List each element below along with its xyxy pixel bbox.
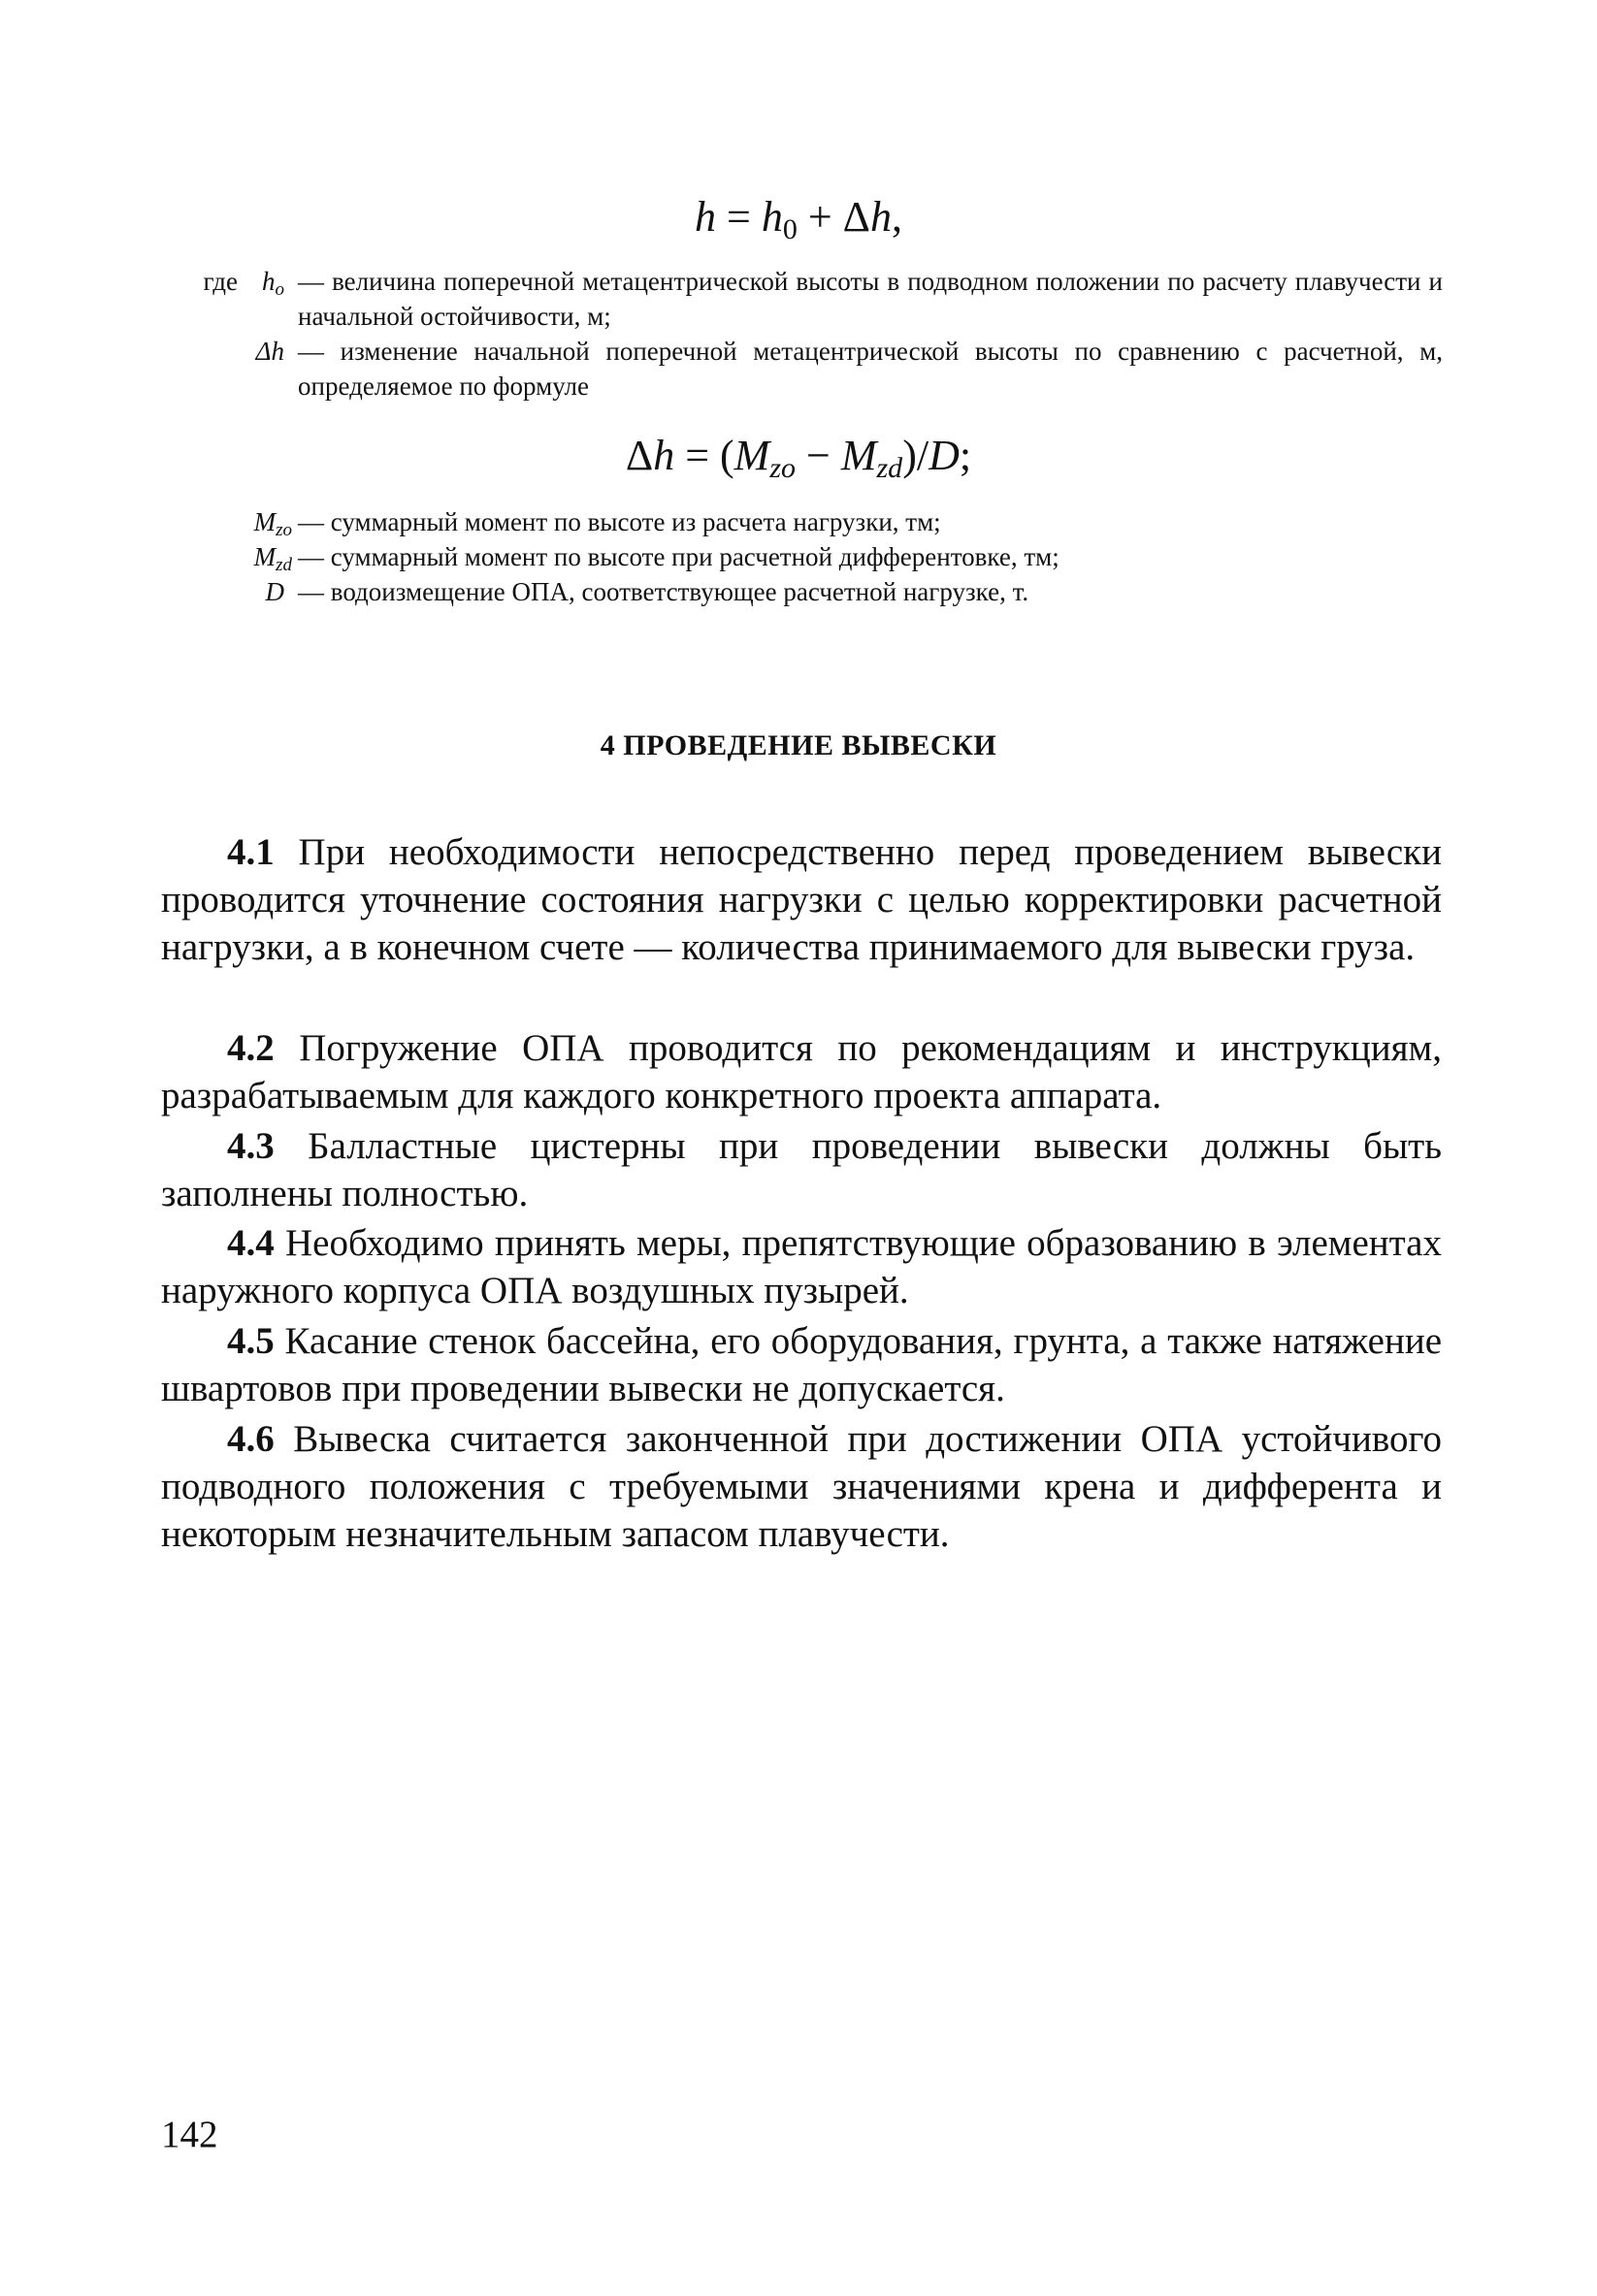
definition-delta-h-symbol: Δh (255, 337, 284, 366)
definition-d-symbol: D (265, 577, 284, 606)
definition-mzd-symbol: $M_{zd}$ (253, 542, 292, 575)
formula2-m1-sub: zo (769, 452, 797, 484)
formula-eq: = (716, 193, 762, 241)
paragraph-4-5 (161, 1317, 1442, 1412)
page-number: 142 (161, 2114, 218, 2155)
formula-end: , (891, 193, 902, 241)
paragraph-4-6-text: Вывеска считается законченной при достижении ОПА устойчивого подводного положения с требуемыми значениями крена и дифферента и некоторым незначительным запасом плавучести. (161, 1418, 1442, 1555)
formula2-d: D (929, 432, 960, 479)
definition-mzo-symbol: $M_{zo}$ (253, 507, 292, 540)
formula2-m2-sub: zd (876, 452, 903, 484)
formula-plus: + (797, 193, 843, 241)
paragraph-4-4 (161, 1219, 1442, 1314)
definition-delta-h (255, 334, 1444, 404)
paragraph-4-6 (161, 1415, 1442, 1558)
paragraph-4-5-number: 4.5 (227, 1320, 275, 1362)
formula-h0: h (761, 193, 783, 241)
definition-h0 (203, 264, 1444, 334)
formula2-eq: = ( (674, 432, 734, 479)
paragraph-4-4-text: Необходимо принять меры, препятствующие образованию в элементах наружного корпуса ОПА воздушных пузырей. (161, 1222, 1442, 1311)
paragraph-4-1-number: 4.1 (227, 831, 275, 873)
formula2-m1: M (733, 432, 770, 479)
formula2-close: )/ (902, 432, 929, 479)
formula2-m2: M (840, 432, 877, 479)
formula-delta: Δ (842, 193, 870, 241)
paragraph-4-3-text: Балластные цистерны при проведении вывески должны быть заполнены полностью. (161, 1125, 1442, 1214)
definition-mzd-dash: — (298, 542, 324, 571)
paragraph-4-3-number: 4.3 (227, 1125, 275, 1167)
definition-h0-symbol: $h_o$ (262, 267, 284, 300)
paragraph-4-1-text: При необходимости непосредственно перед проведением вывески проводится уточнение состояния нагрузки с целью корректировки расчетной нагрузки, а в конечном счете — количества принимаемого для вывески груза. (161, 831, 1442, 968)
paragraph-4-2 (161, 1024, 1442, 1119)
paragraph-4-6-number: 4.6 (227, 1418, 275, 1460)
definition-h0-text: — величина поперечной метацентрической высоты в подводном положении по расчету плавучести и начальной остойчивости, м; (298, 267, 1444, 331)
paragraph-4-2-number: 4.2 (227, 1027, 275, 1069)
definition-mzo-text: — суммарный момент по высоте из расчета нагрузки, тм; (298, 507, 941, 536)
formula-metacentric-height (0, 192, 1597, 246)
paragraph-4-3 (161, 1122, 1442, 1217)
formula-h0-sub: 0 (782, 213, 798, 245)
paragraph-4-1 (161, 828, 1442, 971)
definition-mzd (253, 539, 1443, 575)
formula-delta-h (0, 431, 1597, 485)
formula-dh: h (869, 193, 892, 241)
formula2-end: ; (959, 432, 972, 479)
definition-d (265, 574, 1443, 609)
definition-h0-prefix: где (203, 267, 238, 296)
definition-mzo-dash: — (298, 507, 324, 536)
formula2-h: h (653, 432, 675, 479)
paragraph-4-2-text: Погружение ОПА проводится по рекомендациям и инструкциям, разрабатываемым для каждого конкретного проекта аппарата. (161, 1027, 1442, 1116)
definition-d-dash: — (298, 577, 324, 606)
formula-lhs: h (695, 193, 717, 241)
definition-mzd-text: — суммарный момент по высоте при расчетной дифферентовке, тм; (298, 542, 1059, 571)
definition-delta-h-dash: — (298, 337, 324, 366)
section-heading: 4 ПРОВЕДЕНИЕ ВЫВЕСКИ (600, 729, 997, 761)
definition-h0-dash: — (298, 267, 324, 296)
definition-delta-h-text: — изменение начальной поперечной метацентрической высоты по сравнению с расчетной, м, определяемое по формуле (298, 337, 1444, 401)
definition-mzo (253, 504, 1443, 540)
formula2-delta: Δ (625, 432, 654, 479)
paragraph-4-5-text: Касание стенок бассейна, его оборудования, грунта, а также натяжение швартовов при проведении вывески не допускается. (161, 1320, 1442, 1409)
formula2-minus: − (796, 432, 841, 479)
definition-d-text: — водоизмещение ОПА, соответствующее расчетной нагрузке, т. (298, 577, 1029, 606)
paragraph-4-4-number: 4.4 (227, 1222, 275, 1264)
